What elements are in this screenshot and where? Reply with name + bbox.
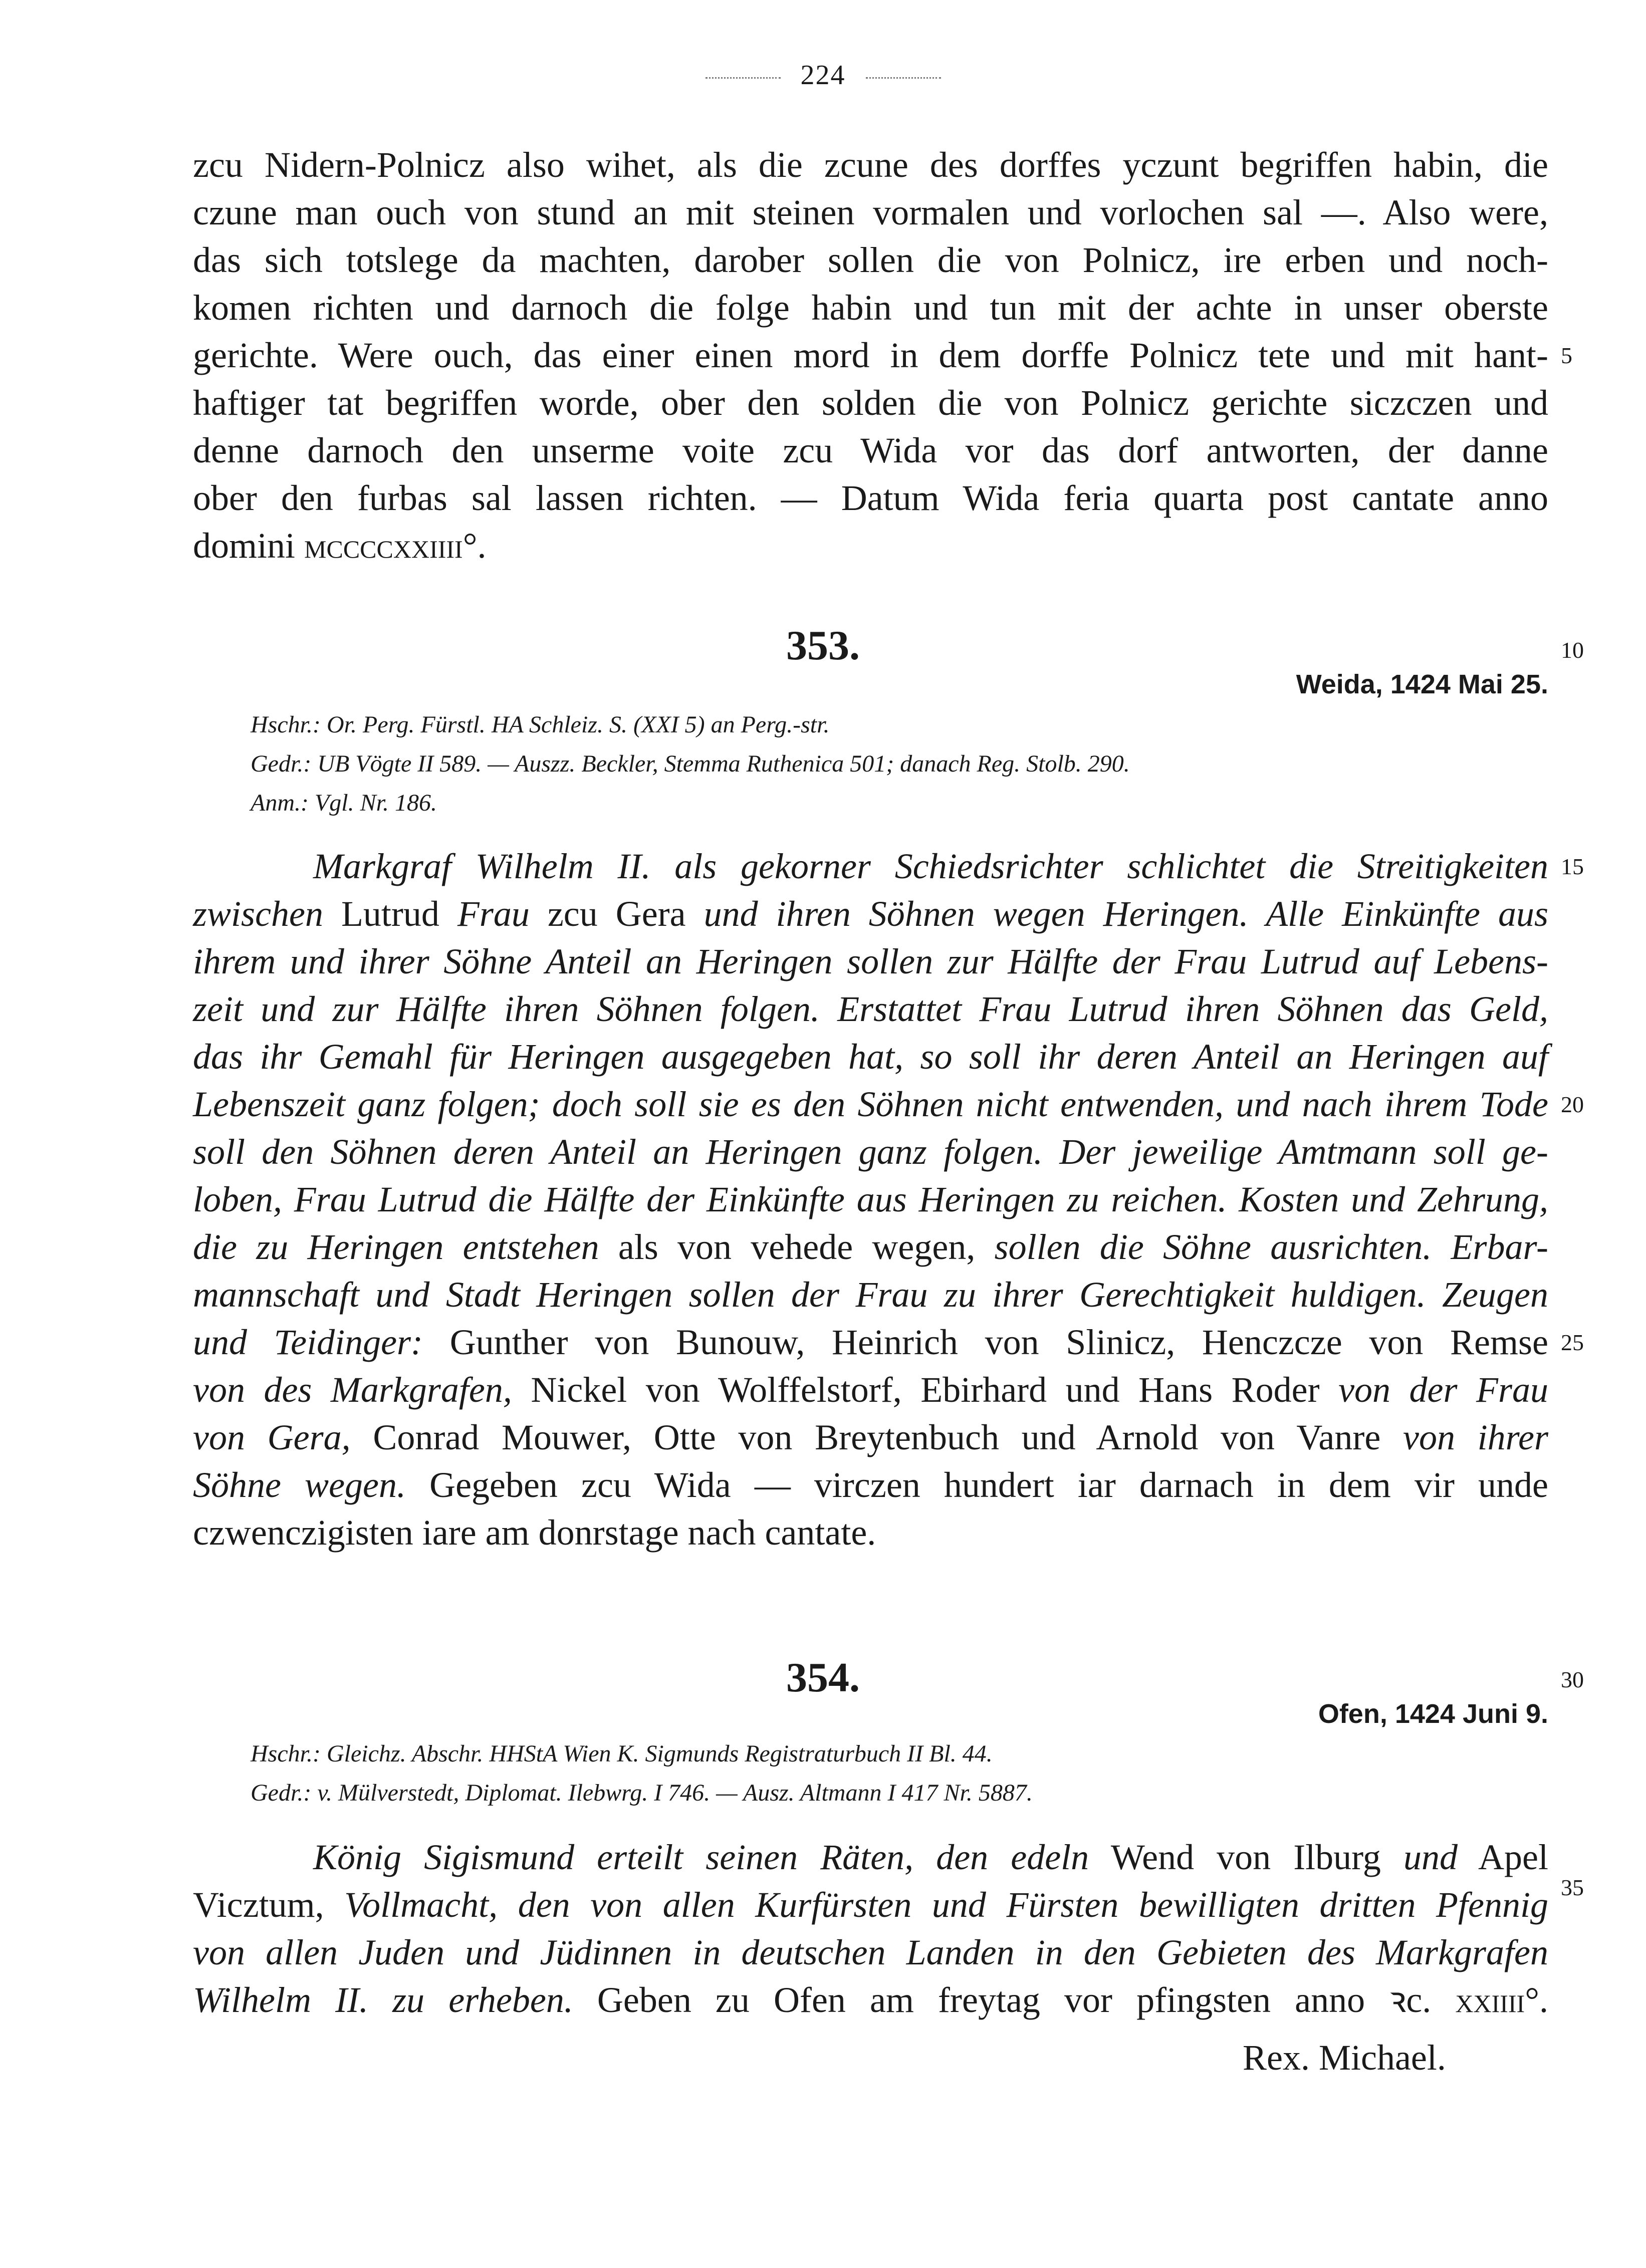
margin-line-number: 5 bbox=[1561, 343, 1572, 368]
regest-353-line-3: ihrem und ihrer Söhne Anteil an Heringen sollen zur Hälfte der Frau Lutrud auf Lebens- bbox=[193, 941, 1548, 981]
margin-line-number: 15 bbox=[1561, 854, 1584, 879]
regest-353-line-12: von des Markgrafen, Nickel von Wolffelstorf, Ebirhard und Hans Roder von der Frau bbox=[193, 1370, 1548, 1410]
regest-353-line-14: Söhne wegen. Gegeben zcu Wida — virczen hundert iar darnach in dem vir unde bbox=[193, 1465, 1548, 1505]
intro-line-7: denne darnoch den unserme voite zcu Wida vor das dorf antworten, der danne bbox=[193, 430, 1548, 470]
regest-353-line-5: das ihr Gemahl für Heringen ausgegeben hat, so soll ihr deren Anteil an Heringen auf bbox=[193, 1037, 1548, 1077]
regest-353-line-13: von Gera, Conrad Mouwer, Otte von Breytenbuch und Arnold von Vanre von ihrer bbox=[193, 1417, 1548, 1457]
regest-353-line-8: loben, Frau Lutrud die Hälfte der Einkünfte aus Heringen zu reichen. Kosten und Zehrung, bbox=[193, 1179, 1548, 1219]
source-note-remark: Anm.: Vgl. Nr. 186. bbox=[251, 790, 437, 816]
intro-line-6: haftiger tat begriffen worde, ober den solden die von Polnicz gerichte siczczen und bbox=[193, 383, 1548, 423]
margin-line-number: 35 bbox=[1561, 1875, 1584, 1900]
source-note-printed: Gedr.: UB Vögte II 589. — Auszz. Beckler, Stemma Ruthenica 501; danach Reg. Stolb. 290. bbox=[251, 750, 1130, 777]
regest-353-line-1: Markgraf Wilhelm II. als gekorner Schiedsrichter schlichtet die Streitigkeiten bbox=[313, 846, 1548, 886]
margin-line-number: 10 bbox=[1561, 637, 1584, 663]
intro-line-1: zcu Nidern-Polnicz also wihet, als die zcune des dorffes yczunt begriffen habin, die bbox=[193, 145, 1548, 185]
dateline-353: Weida, 1424 Mai 25. bbox=[1296, 669, 1548, 699]
intro-line-4: komen richten und darnoch die folge habin und tun mit der achte in unser oberste bbox=[193, 288, 1548, 328]
regest-354-line-2: Vicztum, Vollmacht, den von allen Kurfürsten und Fürsten bewilligten dritten Pfennig bbox=[193, 1885, 1548, 1925]
regest-353-line-10: mannschaft und Stadt Heringen sollen der Frau zu ihrer Gerechtigkeit huldigen. Zeugen bbox=[193, 1275, 1548, 1315]
dateline-354: Ofen, 1424 Juni 9. bbox=[1318, 1699, 1548, 1729]
source-note-manuscript: Hschr.: Gleichz. Abschr. HHStA Wien K. Sigmunds Registraturbuch II Bl. 44. bbox=[251, 1740, 993, 1767]
regest-353-line-9: die zu Heringen entstehen als von vehede wegen, sollen die Söhne ausrichten. Erbar- bbox=[193, 1227, 1548, 1267]
signature: Rex. Michael. bbox=[1243, 2038, 1446, 2078]
intro-line-2: czune man ouch von stund an mit steinen vormalen und vorlochen sal —. Also were, bbox=[193, 192, 1548, 232]
regest-354-line-3: von allen Juden und Jüdinnen in deutschen Landen in den Gebieten des Markgrafen bbox=[193, 1932, 1548, 1972]
document-number-354: 354. bbox=[786, 1654, 860, 1701]
margin-line-number: 20 bbox=[1561, 1092, 1584, 1117]
intro-line-5: gerichte. Were ouch, das einer einen mord in dem dorffe Polnicz tete und mit hant- bbox=[193, 335, 1548, 375]
header-rule-left bbox=[706, 77, 781, 79]
regest-353-line-4: zeit und zur Hälfte ihren Söhnen folgen. Erstattet Frau Lutrud ihren Söhnen das Geld, bbox=[193, 989, 1548, 1029]
intro-line-8: ober den furbas sal lassen richten. — Datum Wida feria quarta post cantate anno bbox=[193, 478, 1548, 518]
intro-line-9: domini mccccxxiiii°. bbox=[193, 526, 487, 566]
regest-353-line-11: und Teidinger: Gunther von Bunouw, Heinrich von Slinicz, Henczcze von Remse bbox=[193, 1322, 1548, 1362]
regest-353-line-7: soll den Söhnen deren Anteil an Heringen ganz folgen. Der jeweilige Amtmann soll ge- bbox=[193, 1132, 1548, 1172]
margin-line-number: 30 bbox=[1561, 1667, 1584, 1692]
source-note-manuscript: Hschr.: Or. Perg. Fürstl. HA Schleiz. S. (XXI 5) an Perg.-str. bbox=[251, 711, 830, 738]
margin-line-number: 25 bbox=[1561, 1330, 1584, 1355]
regest-353-line-15: czwenczigisten iare am donrstage nach cantate. bbox=[193, 1513, 876, 1553]
page-number: 224 bbox=[0, 59, 1646, 91]
regest-353-line-2: zwischen Lutrud Frau zcu Gera und ihren Söhnen wegen Heringen. Alle Einkünfte aus bbox=[193, 894, 1548, 934]
regest-353-line-6: Lebenszeit ganz folgen; doch soll sie es den Söhnen nicht entwenden, und nach ihrem Tode bbox=[193, 1084, 1548, 1124]
regest-354-line-4: Wilhelm II. zu erheben. Geben zu Ofen am freytag vor pfingsten anno ꝛc. xxiiii°. bbox=[193, 1980, 1549, 2020]
source-note-printed: Gedr.: v. Mülverstedt, Diplomat. Ilebwrg. I 746. — Ausz. Altmann I 417 Nr. 5887. bbox=[251, 1780, 1033, 1806]
regest-354-line-1: König Sigismund erteilt seinen Räten, den edeln Wend von Ilburg und Apel bbox=[313, 1837, 1548, 1877]
header-rule-right bbox=[866, 77, 941, 79]
intro-line-3: das sich totslege da machten, darober sollen die von Polnicz, ire erben und noch- bbox=[193, 240, 1548, 280]
document-number-353: 353. bbox=[786, 622, 860, 669]
